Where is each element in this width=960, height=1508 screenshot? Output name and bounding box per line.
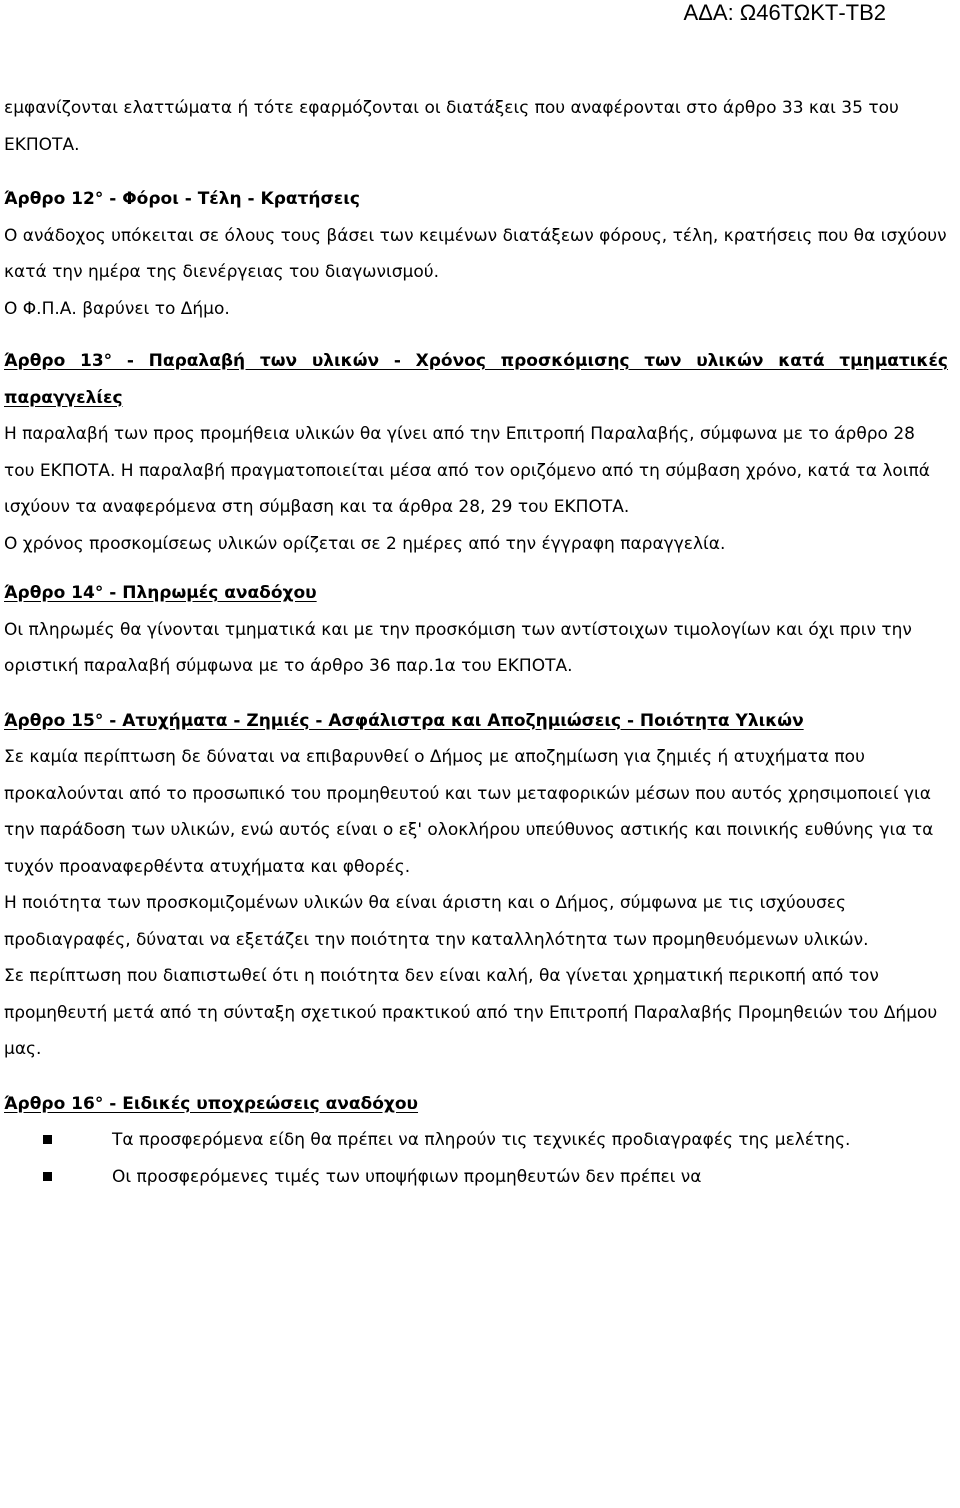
intro-paragraph: εμφανίζονται ελαττώματα ή τότε εφαρμόζονται οι διατάξεις που αναφέρονται στο άρθρο 33 και 35 του ΕΚΠΟΤΑ. <box>4 98 899 155</box>
article-13-delivery-time: Ο χρόνος προσκομίσεως υλικών ορίζεται σε 2 ημέρες από την έγγραφη παραγγελία. <box>4 533 726 554</box>
document-body <box>4 90 948 1195</box>
article-14-paragraph: Οι πληρωμές θα γίνονται τμηματικά και με την προσκόμιση των αντίστοιχων τιμολογίων και όχι πριν την οριστική παραλαβή σύμφωνα με το άρθρο 36 παρ.1α του ΕΚΠΟΤΑ. <box>4 619 912 676</box>
article-12-heading: Άρθρο 12° - Φόροι - Τέλη - Κρατήσεις <box>4 189 360 209</box>
article-16-obligations-list <box>4 1122 948 1195</box>
article-15-heading: Άρθρο 15° - Ατυχήματα - Ζημιές - Ασφάλιστρα και Αποζημιώσεις - Ποιότητα Υλικών <box>4 710 804 731</box>
article-15-deduction-paragraph: Σε περίπτωση που διαπιστωθεί ότι η ποιότητα δεν είναι καλή, θα γίνεται χρηματική περικοπή από τον προμηθευτή μετά από τη σύνταξη σχετικού πρακτικού από την Επιτροπή Παραλαβής Προμηθειών του Δήμου μας. <box>4 966 938 1059</box>
article-12-vat-paragraph: Ο Φ.Π.Α. βαρύνει το Δήμο. <box>4 298 230 319</box>
square-bullet-icon <box>43 1135 52 1144</box>
article-15-liability-paragraph: Σε καμία περίπτωση δε δύναται να επιβαρυνθεί ο Δήμος με αποζημίωση για ζημιές ή ατυχήματα που προκαλούνται από το προσωπικό του προμηθευτού και των μεταφορικών μέσων που αυτός χρησιμοποιεί για την παράδοση των υλικών, ενώ αυτός είναι ο εξ' ολοκλήρου υπεύθυνος αστικής και ποινικής ευθύνης για τα τυχόν προαναφερθέντα ατυχήματα και φθορές. <box>4 747 934 877</box>
document-id: ΑΔΑ: Ω46ΤΩΚΤ-ΤΒ2 <box>683 0 886 25</box>
article-13-paragraph: Η παραλαβή των προς προμήθεια υλικών θα γίνει από την Επιτροπή Παραλαβής, σύμφωνα με το άρθρο 28 του ΕΚΠΟΤΑ. Η παραλαβή πραγματοποιείται μέσα από τον οριζόμενο από τη σύμβαση χρόνο, κατά τα λοιπά ισχύουν τα αναφερόμενα στη σύμβαση και τα άρθρα 28, 29 του ΕΚΠΟΤΑ. <box>4 424 930 517</box>
list-item-text: Οι προσφερόμενες τιμές των υποψήφιων προμηθευτών δεν πρέπει να <box>112 1166 702 1187</box>
list-item <box>4 1122 948 1159</box>
list-item <box>4 1159 948 1196</box>
article-15-quality-paragraph: Η ποιότητα των προσκομιζομένων υλικών θα είναι άριστη και ο Δήμος, σύμφωνα με τις ισχύουσες προδιαγραφές, δύναται να εξετάζει την ποιότητα την καταλληλότητα των προμηθευόμενων υλικών. <box>4 893 869 950</box>
article-16-heading: Άρθρο 16° - Ειδικές υποχρεώσεις αναδόχου <box>4 1093 419 1114</box>
article-12-paragraph: Ο ανάδοχος υπόκειται σε όλους τους βάσει των κειμένων διατάξεων φόρους, τέλη, κρατήσεις που θα ισχύουν κατά την ημέρα της διενέργειας του διαγωνισμού. <box>4 225 947 282</box>
square-bullet-icon <box>43 1172 52 1181</box>
article-13-heading: Άρθρο 13° - Παραλαβή των υλικών - Χρόνος προσκόμισης των υλικών κατά τμηματικές παραγγελίες <box>4 351 948 408</box>
list-item-text: Τα προσφερόμενα είδη θα πρέπει να πληρούν τις τεχνικές προδιαγραφές της μελέτης. <box>112 1130 851 1150</box>
article-14-heading: Άρθρο 14° - Πληρωμές αναδόχου <box>4 583 317 603</box>
